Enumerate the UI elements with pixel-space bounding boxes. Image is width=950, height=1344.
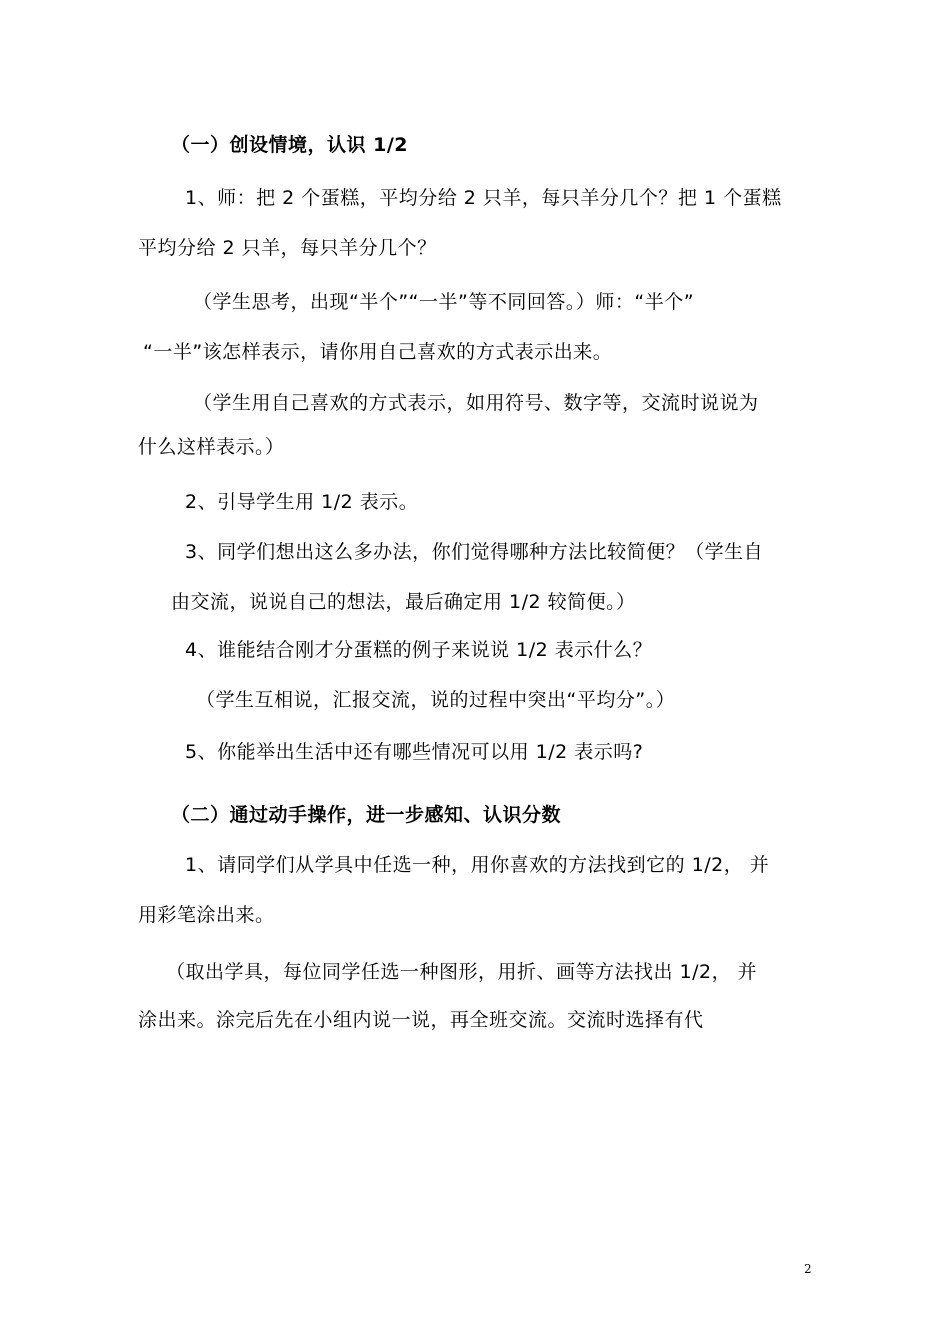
section-heading-2: （二）通过动手操作，进一步感知、认识分数 <box>171 804 562 826</box>
paragraph-line: “一半”该怎样表示，请你用自己喜欢的方式表示出来。 <box>143 341 613 363</box>
paragraph-line: 1、师：把 2 个蛋糕，平均分给 2 只羊，每只羊分几个？把 1 个蛋糕 <box>185 187 782 209</box>
page-number: 2 <box>804 1262 812 1276</box>
paragraph-line: （学生用自己喜欢的方式表示，如用符号、数字等，交流时说说为 <box>193 392 759 414</box>
paragraph-line: （取出学具，每位同学任选一种图形，用折、画等方法找出 1/2， 并 <box>166 961 758 983</box>
paragraph-line: 5、你能举出生活中还有哪些情况可以用 1/2 表示吗? <box>185 741 644 763</box>
paragraph-line: 2、引导学生用 1/2 表示。 <box>185 491 419 513</box>
paragraph-line: 平均分给 2 只羊，每只羊分几个？ <box>138 237 437 259</box>
paragraph-line: 4、谁能结合刚才分蛋糕的例子来说说 1/2 表示什么？ <box>185 639 653 661</box>
paragraph-line: 3、同学们想出这么多办法，你们觉得哪种方法比较简便？（学生自 <box>185 541 764 563</box>
section-heading-1: （一）创设情境，认识 1/2 <box>171 134 408 156</box>
paragraph-line: （学生互相说，汇报交流，说的过程中突出“平均分”。） <box>196 689 676 711</box>
paragraph-line: 由交流，说说自己的想法，最后确定用 1/2 较简便。） <box>171 591 636 613</box>
paragraph-line: 什么这样表示。） <box>138 436 285 458</box>
paragraph-line: 用彩笔涂出来。 <box>138 904 275 926</box>
paragraph-line: 1、请同学们从学具中任选一种，用你喜欢的方法找到它的 1/2， 并 <box>185 854 770 876</box>
paragraph-line: （学生思考，出现“半个”“一半”等不同回答。）师：“半个” <box>193 291 695 313</box>
paragraph-line: 涂出来。涂完后先在小组内说一说，再全班交流。交流时选择有代 <box>138 1009 704 1031</box>
